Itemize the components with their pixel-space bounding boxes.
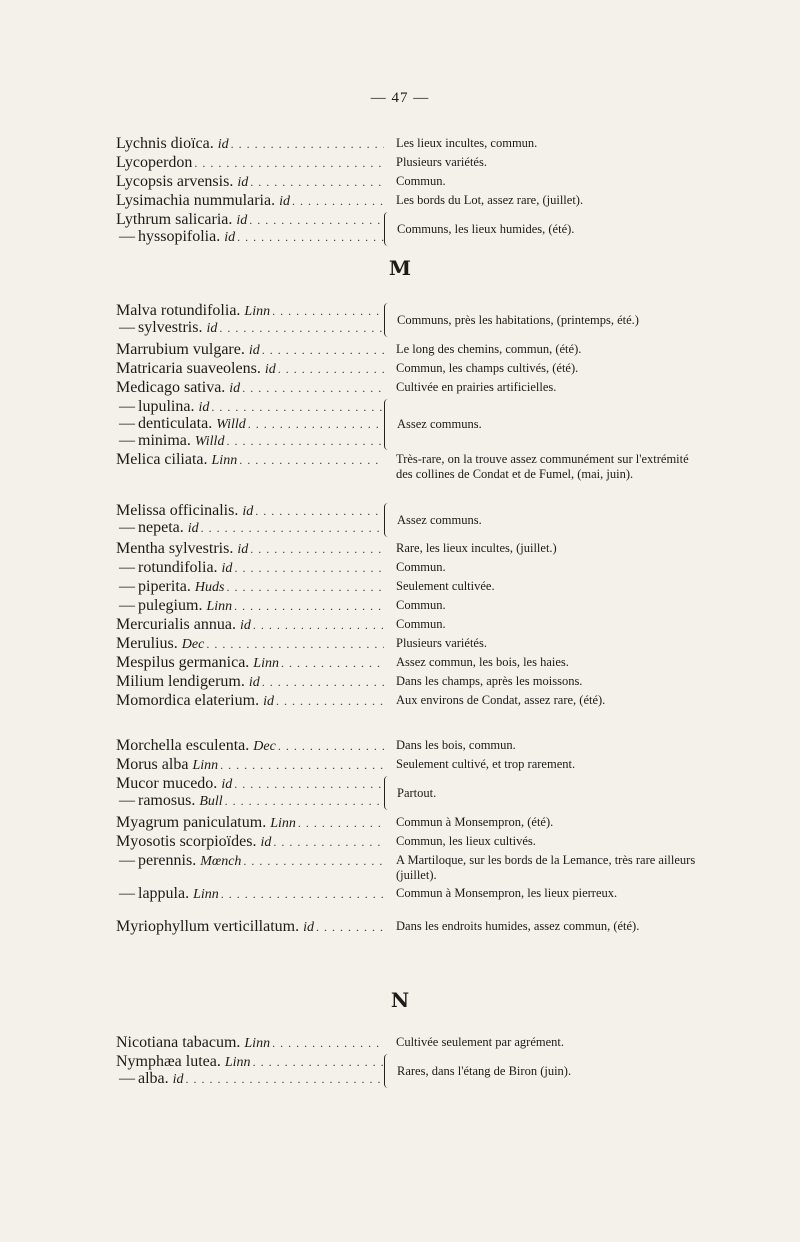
list-item [116,1035,706,1052]
list-item [116,541,706,558]
brace [384,212,391,246]
species-name: Nymphæa lutea. [116,1054,221,1070]
habitat-note: Dans les endroits humides, assez commun, (été). [396,919,640,933]
list-item [116,693,706,710]
species-name: Lycopsis arvensis. [116,174,234,190]
author-abbrev: Linn [253,656,279,671]
author-abbrev: id [206,321,218,336]
brace-group: Lythrum salicaria. id . . . — hyssopifolia. id . . . Communs, les lieux humides, (été). [116,212,706,246]
list-item [116,919,706,936]
list-item [116,655,706,672]
species-name: Merulius. [116,636,178,652]
list-item [116,174,706,191]
brace [384,303,391,337]
brace [384,399,391,450]
habitat-note: Commun à Monsempron, (été). [396,815,554,829]
habitat-note: Assez communs. [397,417,482,431]
species-name: Mentha sylvestris. [116,541,234,557]
list-item: — pulegium. Linn . . . Commun. [116,598,706,615]
author-abbrev: id [221,777,233,792]
species-name: Lychnis dioïca. [116,136,214,152]
species-name: Lycoperdon [116,155,193,171]
species-name: alba. [138,1071,169,1087]
brace [384,503,391,537]
author-abbrev: id [279,194,290,209]
species-name: Melica ciliata. [116,452,208,468]
species-name: Malva rotundifolia. [116,303,241,319]
author-abbrev: Mœnch [200,854,242,869]
author-abbrev: id [303,920,314,935]
list-item: — lappula. Linn . . . Commun à Monsempron, les lieux pierreux. [116,886,706,903]
species-name: Morus alba [116,757,189,773]
author-abbrev: Linn [193,887,219,902]
species-name: Myosotis scorpioïdes. [116,834,257,850]
author-abbrev: id [260,835,272,850]
habitat-note: Plusieurs variétés. [396,636,487,650]
author-abbrev: Bull [199,794,223,809]
species-name: hyssopifolia. [138,229,221,245]
author-abbrev: id [237,542,249,557]
species-name: Mespilus germanica. [116,655,250,671]
species-name: Myriophyllum verticillatum. [116,919,300,935]
habitat-note: Dans les bois, commun. [396,738,516,752]
section-letter-m: M [388,256,412,280]
author-abbrev: id [224,230,236,245]
species-name: perennis. [138,853,197,869]
habitat-note: Seulement cultivée. [396,579,495,593]
habitat-note: Seulement cultivé, et trop rarement. [396,757,576,771]
author-abbrev: id [187,521,199,536]
species-name: Momordica elaterium. [116,693,260,709]
habitat-note: Le long des chemins, commun, (été). [396,342,582,356]
author-abbrev: id [248,343,260,358]
list-item [116,155,706,171]
habitat-note: Assez commun, les bois, les haies. [396,655,569,669]
list-item [116,815,706,832]
species-name: Marrubium vulgare. [116,342,245,358]
habitat-note: Les lieux incultes, commun. [396,136,538,150]
list-item [116,738,706,755]
habitat-note: A Martiloque, sur les bords de la Lemance, très rare ailleurs (juillet). [396,853,696,882]
species-name: Morchella esculenta. [116,738,250,754]
species-name: minima. [138,433,191,449]
habitat-note: Commun, les champs cultivés, (été). [396,361,579,375]
author-abbrev: Linn [211,453,238,468]
brace-group: Melissa officinalis. id . . . — nepeta. id . . . Assez communs. [116,503,706,537]
species-name: piperita. [138,579,191,595]
author-abbrev: id [217,137,229,152]
author-abbrev: Willd [194,434,225,449]
habitat-note: Commun, les lieux cultivés. [396,834,536,848]
author-abbrev: id [242,504,254,519]
species-name: lupulina. [138,399,195,415]
author-abbrev: Linn [206,599,233,614]
author-abbrev: Dec [181,637,205,652]
species-name: sylvestris. [138,320,203,336]
list-item [116,452,706,482]
habitat-note: Commun. [396,560,446,574]
habitat-note: Cultivée seulement par agrément. [396,1035,564,1049]
species-name: Nicotiana tabacum. [116,1035,241,1051]
habitat-note: Très-rare, on la trouve assez communément sur l'extrémité des collines de Condat et de Fumel, (mai, juin). [396,452,689,481]
species-name: Myagrum paniculatum. [116,815,267,831]
author-abbrev: id [264,362,276,377]
habitat-note: Commun. [396,617,446,631]
species-name: Mercurialis annua. [116,617,236,633]
author-abbrev: Linn [270,816,296,831]
author-abbrev: id [263,694,274,709]
species-name: lappula. [138,886,190,902]
list-item [116,193,706,210]
author-abbrev: Linn [244,1036,271,1051]
list-item: — rotundifolia. id . . . Commun. [116,560,706,577]
author-abbrev: id [172,1072,184,1087]
habitat-note: Rares, dans l'étang de Biron (juin). [397,1063,572,1078]
brace-group: — lupulina. id . . . — denticulata. Willd . . . — minima. Willd . . . Assez communs. [116,399,706,450]
list-item [116,617,706,634]
habitat-note: Commun à Monsempron, les lieux pierreux. [396,886,618,900]
author-abbrev: id [248,675,260,690]
habitat-note: Assez communs. [397,512,482,527]
species-name: nepeta. [138,520,184,536]
section-letter-n: N [390,988,410,1012]
author-abbrev: Linn [192,758,219,773]
species-name: Lythrum salicaria. [116,212,233,228]
list-item [116,342,706,359]
author-abbrev: Huds [194,580,225,595]
species-name: Milium lendigerum. [116,674,245,690]
brace-group: Mucor mucedo. id . . . — ramosus. Bull . . . Partout. [116,776,706,810]
habitat-note: Cultivée en prairies artificielles. [396,380,557,394]
author-abbrev: id [229,381,241,396]
author-abbrev: id [236,213,248,228]
brace [384,1054,391,1088]
page-number: — 47 — [370,90,430,106]
author-abbrev: id [198,400,210,415]
habitat-note: Commun. [396,174,446,188]
species-name: rotundifolia. [138,560,218,576]
habitat-note: Les bords du Lot, assez rare, (juillet). [396,193,584,207]
author-abbrev: id [221,561,233,576]
habitat-note: Partout. [397,785,437,800]
list-item [116,380,706,397]
list-item [116,136,706,153]
habitat-note: Commun. [396,598,446,612]
list-item: — perennis. Mœnch . . . A Martiloque, sur les bords de la Lemance, très rare ailleurs (juillet). [116,853,706,883]
habitat-note: Dans les champs, après les moissons. [396,674,583,688]
brace [384,776,391,810]
habitat-note: Aux environs de Condat, assez rare, (été). [396,693,606,707]
list-item [116,636,706,653]
habitat-note: Communs, les lieux humides, (été). [397,221,575,236]
habitat-note: Communs, près les habitations, (printemps, été.) [397,312,639,327]
species-name: Matricaria suaveolens. [116,361,261,377]
author-abbrev: id [237,175,249,190]
brace-group: Malva rotundifolia. Linn . . . — sylvestris. id . . . Communs, près les habitations, (printemps, été.) [116,303,706,337]
author-abbrev: Willd [216,417,246,432]
author-abbrev: Linn [224,1055,251,1070]
brace-group: Nymphæa lutea. Linn . . . — alba. id . . . Rares, dans l'étang de Biron (juin). [116,1054,706,1088]
author-abbrev: id [239,618,251,633]
list-item [116,674,706,691]
list-item: — piperita. Huds . . . Seulement cultivée. [116,579,706,596]
author-abbrev: Dec [253,739,276,754]
species-name: pulegium. [138,598,203,614]
species-name: Mucor mucedo. [116,776,218,792]
habitat-note: Plusieurs variétés. [396,155,487,169]
species-name: ramosus. [138,793,196,809]
list-item [116,361,706,378]
species-name: Lysimachia nummularia. [116,193,276,209]
species-name: Medicago sativa. [116,380,226,396]
list-item [116,757,706,774]
habitat-note: Rare, les lieux incultes, (juillet.) [396,541,557,555]
species-name: Melissa officinalis. [116,503,239,519]
species-name: denticulata. [138,416,213,432]
list-item [116,834,706,851]
author-abbrev: Linn [244,304,271,319]
